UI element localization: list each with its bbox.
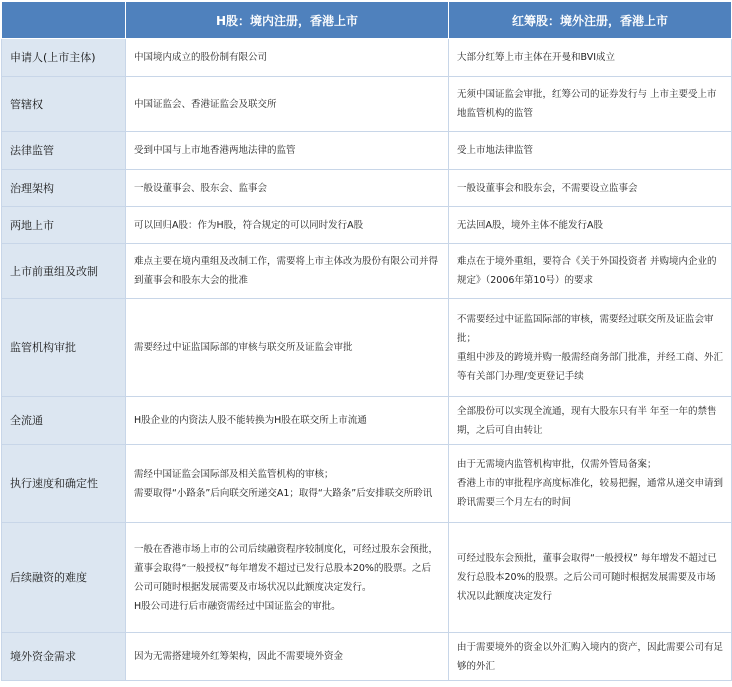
h-share-cell bbox=[126, 445, 449, 523]
row-label: 全流通 bbox=[2, 397, 126, 445]
cell-text: 一般设董事会、股东会、监事会 bbox=[134, 182, 268, 194]
row-label: 两地上市 bbox=[2, 207, 126, 244]
table-row bbox=[2, 207, 732, 244]
row-label: 申请人(上市主体) bbox=[2, 39, 126, 77]
row-label: 法律监管 bbox=[2, 132, 126, 170]
cell-text: 由于无需境内监管机构审批，仅需外管局备案； bbox=[457, 459, 657, 470]
cell-text: 难点主要在境内重组及改制工作，需要将上市主体改为股份有限公司并得到董事会和股东大会的批准 bbox=[134, 256, 439, 286]
cell-text: 中国证监会、香港证监会及联交所 bbox=[134, 98, 277, 110]
h-share-cell bbox=[126, 207, 449, 244]
cell-text: 一般设董事会和股东会，不需要设立监事会 bbox=[457, 182, 638, 194]
red-chip-cell bbox=[449, 244, 732, 299]
table-row bbox=[2, 244, 732, 299]
row-label: 治理架构 bbox=[2, 170, 126, 207]
table-row bbox=[2, 397, 732, 445]
header-row bbox=[2, 2, 732, 39]
comparison-table-container bbox=[1, 1, 731, 685]
row-label: 上市前重组及改制 bbox=[2, 244, 126, 299]
table-row bbox=[2, 633, 732, 681]
cell-text: 难点在于境外重组，要符合《关于外国投资者 并购境内企业的规定》（2006年第10号）的要求 bbox=[457, 256, 717, 286]
cell-text: 一般在香港市场上市的公司后续融资程序较制度化，可经过股东会预批，董事会取得“一般授权”每年增发不超过已发行总股本20%的股票。之后公司可随时根据发展需要及市场状况以此额度决定发行。 bbox=[134, 543, 439, 593]
cell-text: 因为无需搭建境外红筹架构，因此不需要境外资金 bbox=[134, 651, 344, 662]
red-chip-cell bbox=[449, 299, 732, 397]
cell-text: H股公司进行后市融资需经过中国证监会的审批。 bbox=[134, 600, 341, 612]
table-row bbox=[2, 170, 732, 207]
table-row bbox=[2, 299, 732, 397]
cell-text: 需要经过中证监国际部的审核与联交所及证监会审批 bbox=[134, 342, 353, 353]
red-chip-cell bbox=[449, 523, 732, 633]
h-share-cell bbox=[126, 170, 449, 207]
row-label: 执行速度和确定性 bbox=[2, 445, 126, 523]
cell-text: 可经过股东会预批，董事会取得“一般授权” 每年增发不超过已发行总股本20%的股票。之后公司可随时根据发展需要及市场状况以此额度决定发行 bbox=[457, 553, 717, 602]
red-chip-cell bbox=[449, 39, 732, 77]
cell-text: 由于需要境外的资金以外汇购入境内的资产，因此需要公司有足够的外汇 bbox=[457, 641, 724, 672]
cell-text: 受上市地法律监管 bbox=[457, 145, 534, 156]
table-row bbox=[2, 132, 732, 170]
row-label: 管辖权 bbox=[2, 77, 126, 132]
red-chip-cell bbox=[449, 77, 732, 132]
h-share-cell bbox=[126, 523, 449, 633]
h-share-cell bbox=[126, 633, 449, 681]
cell-text: 受到中国与上市地香港两地法律的监管 bbox=[134, 145, 296, 156]
cell-text: 全部股份可以实现全流通，现有大股东只有半 年至一年的禁售期，之后可自由转让 bbox=[457, 405, 717, 436]
red-chip-cell bbox=[449, 170, 732, 207]
row-label: 后续融资的难度 bbox=[2, 523, 126, 633]
h-share-cell bbox=[126, 244, 449, 299]
cell-text: 中国境内成立的股份制有限公司 bbox=[134, 52, 268, 63]
cell-text: 可以回归A股：作为H股，符合规定的可以同时发行A股 bbox=[134, 219, 364, 231]
h-share-cell bbox=[126, 132, 449, 170]
header-red-chip: 红筹股：境外注册，香港上市 bbox=[449, 2, 732, 39]
cell-text: 香港上市的审批程序高度标准化，较易把握，通常从递交申请到聆讯需要三个月左右的时间 bbox=[457, 478, 724, 508]
table-row bbox=[2, 77, 732, 132]
cell-text: 需经中国证监会国际部及相关监管机构的审核； bbox=[134, 468, 334, 480]
comparison-table bbox=[1, 1, 732, 681]
table-row bbox=[2, 523, 732, 633]
table-row bbox=[2, 445, 732, 523]
h-share-cell bbox=[126, 77, 449, 132]
table-row bbox=[2, 39, 732, 77]
red-chip-cell bbox=[449, 397, 732, 445]
cell-text: 大部分红筹上市主体在开曼和BVI成立 bbox=[457, 52, 616, 63]
red-chip-cell bbox=[449, 445, 732, 523]
cell-text: 需要取得“小路条”后向联交所递交A1；取得“大路条”后安排联交所聆讯 bbox=[134, 487, 433, 499]
header-blank bbox=[2, 2, 126, 39]
cell-text: 不需要经过中证监国际部的审核，需要经过联交所及证监会审批； bbox=[457, 313, 714, 344]
cell-text: H股企业的内资法人股不能转换为H股在联交所上市流通 bbox=[134, 415, 367, 426]
h-share-cell bbox=[126, 397, 449, 445]
row-label: 境外资金需求 bbox=[2, 633, 126, 681]
row-label: 监管机构审批 bbox=[2, 299, 126, 397]
red-chip-cell bbox=[449, 207, 732, 244]
h-share-cell bbox=[126, 39, 449, 77]
red-chip-cell bbox=[449, 633, 732, 681]
cell-text: 无须中国证监会审批，红筹公司的证券发行与 上市主要受上市地监管机构的监管 bbox=[457, 89, 717, 119]
cell-text: 重组中涉及的跨境并购一般需经商务部门批准，并经工商、外汇等有关部门办理/变更登记手续 bbox=[457, 351, 724, 382]
cell-text: 无法回A股，境外主体不能发行A股 bbox=[457, 219, 603, 231]
red-chip-cell bbox=[449, 132, 732, 170]
h-share-cell bbox=[126, 299, 449, 397]
header-h-share: H股：境内注册，香港上市 bbox=[126, 2, 449, 39]
